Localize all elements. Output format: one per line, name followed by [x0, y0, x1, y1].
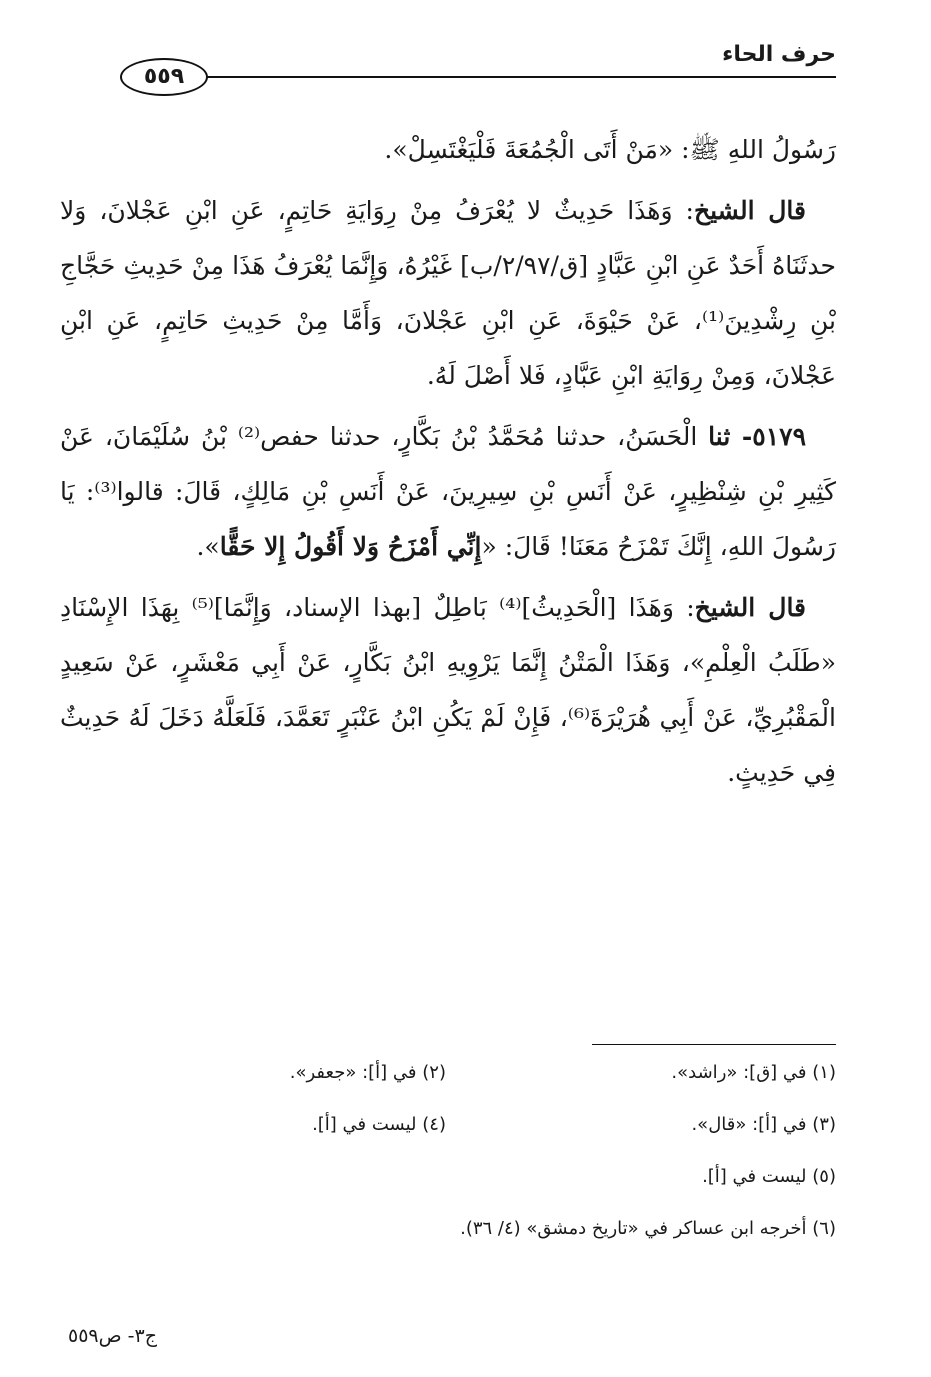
footnote-number: (٤)	[422, 1114, 446, 1135]
footnote-text: ليست في [أ].	[702, 1166, 807, 1187]
hadith-quote: إِنِّي أَمْزَحُ وَلا أَقُولُ إِلا حَقًّا	[219, 532, 482, 561]
paragraph-1	[60, 122, 836, 177]
hadith-5179	[60, 409, 836, 574]
footnote-number: (٢)	[422, 1062, 446, 1083]
footnote-text: في [ق]: «راشد».	[671, 1062, 807, 1083]
paragraph-2	[60, 183, 836, 403]
chapter-title: حرف الحاء	[722, 42, 836, 67]
footnote-separator	[592, 1044, 836, 1045]
speaker-label: قال الشيخ	[693, 196, 806, 225]
footnote-3	[691, 1114, 836, 1135]
footnote-row	[60, 1218, 836, 1270]
main-text	[60, 122, 836, 806]
footnote-number: (٥)	[812, 1166, 836, 1187]
footnote-number: (٣)	[812, 1114, 836, 1135]
speaker-label-2: قال الشيخ	[694, 593, 807, 622]
hadith-quote-end: ».	[196, 532, 220, 561]
footnote-row	[60, 1166, 836, 1218]
footnote-1	[671, 1062, 836, 1083]
paragraph-2-text: : وَهَذَا حَدِيثٌ لا يُعْرَفُ مِنْ رِوَايَةِ حَاتِمٍ، عَنِ ابْنِ عَجْلانَ، وَلا حدثَنَاهُ أَحَدٌ عَنِ ابْنِ عَبَّادٍ [ق/٢/٩٧/ب] غَيْرُهُ، وَإِنَّمَا يُعْرَفُ هَذَا مِنْ حَدِيثِ حَجَّاجِ بْنِ رِشْدِينَ⁽¹⁾، عَنْ حَيْوَةَ، عَنِ ابْنِ عَجْلانَ، وَأَمَّا مِنْ حَدِيثِ حَاتِمٍ، عَنِ ابْنِ عَجْلانَ، وَمِنْ رِوَايَةِ ابْنِ عَبَّادٍ، فَلا أَصْلَ لَهُ.	[60, 196, 836, 390]
footnotes	[60, 1062, 836, 1270]
hadith-chain-text: الْحَسَنُ، حدثنا مُحَمَّدُ بْنُ بَكَّارٍ، حدثنا حفص⁽²⁾ بْنُ سُلَيْمَانَ، عَنْ كَثِيرِ بْنِ شِنْظِيرٍ، عَنْ أَنَسِ بْنِ سِيرِينَ، عَنْ أَنَسِ بْنِ مَالِكٍ، قَالَ: قالوا⁽³⁾: يَا رَسُولَ اللهِ، إِنَّكَ تَمْزَحُ مَعَنَا! قَالَ: «	[60, 422, 836, 561]
volume-page-reference: ج٣- ص٥٥٩	[68, 1325, 157, 1347]
footnote-text: في [أ]: «قال».	[691, 1114, 807, 1135]
header-rule	[200, 76, 836, 78]
page-header	[100, 36, 836, 96]
footnote-text: أخرجه ابن عساكر في «تاريخ دمشق» (٤/ ٣٦).	[460, 1218, 807, 1239]
footnote-number: (٦)	[812, 1218, 836, 1239]
footnote-row	[60, 1062, 836, 1114]
page-number: ٥٥٩	[120, 58, 208, 96]
footnote-number: (١)	[812, 1062, 836, 1083]
paragraph-4-text: : وَهَذَا [الْحَدِيثُ]⁽⁴⁾ بَاطِلٌ [بهذا الإسناد، وَإِنَّمَا]⁽⁵⁾ بِهَذَا الإِسْنَادِ «طَلَبُ الْعِلْمِ»، وَهَذَا الْمَتْنُ إِنَّمَا يَرْوِيهِ ابْنُ بَكَّارٍ، عَنْ أَبِي مَعْشَرٍ، عَنْ سَعِيدٍ الْمَقْبُرِيِّ، عَنْ أَبِي هُرَيْرَةَ⁽⁶⁾، فَإِنْ لَمْ يَكُنِ ابْنُ عَنْبَرٍ تَعَمَّدَ، فَلَعَلَّهُ دَخَلَ لَهُ حَدِيثٌ فِي حَدِيثٍ.	[60, 593, 836, 787]
footnote-5	[702, 1166, 836, 1187]
hadith-number: ٥١٧٩- ثنا	[708, 422, 807, 451]
footnote-6	[460, 1218, 836, 1239]
footnote-text: في [أ]: «جعفر».	[289, 1062, 417, 1083]
footnote-4	[312, 1114, 446, 1135]
footnote-row	[60, 1114, 836, 1166]
footnote-2	[290, 1062, 446, 1083]
footnote-text: ليست في [أ].	[312, 1114, 417, 1135]
paragraph-1-text: رَسُولُ اللهِ ﷺ: «مَنْ أَتَى الْجُمُعَةَ فَلْيَغْتَسِلْ».	[384, 135, 836, 164]
paragraph-4	[60, 580, 836, 800]
